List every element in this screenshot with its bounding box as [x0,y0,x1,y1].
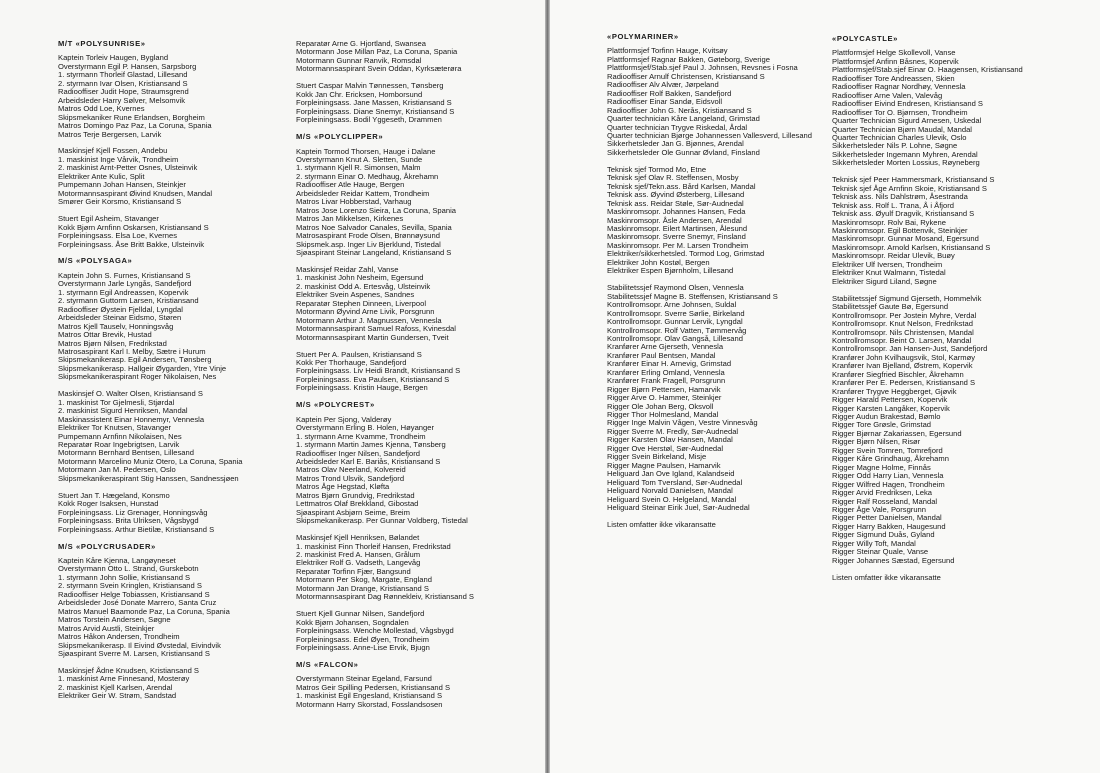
crew-member-line: Matros Geir Spilling Pedersen, Kristiansand S [296,682,451,692]
crew-member-line: Smører Geir Korsmo, Kristiansand S [58,197,182,207]
crew-member-line: Maskinromsopr. Sverre Snemyr, Finsland [607,232,746,242]
crew-member-line: Kokk Bjørn Arnfinn Oskarsen, Kristiansand S [58,222,209,232]
crew-member-line: Motormann Marcelino Muniz Otero, La Coruna, Spania [58,456,243,466]
crew-member-line: Rigger Bjørn Pettersen, Hamarvik [607,384,721,394]
list-footnote: Listen omfatter ikke vikaransatte [607,519,716,529]
crew-section [58,40,242,249]
crew-member-line: Rigger Ole Johan Berg, Oksvoll [607,401,714,411]
crew-section [296,401,474,652]
crew-member-line: Forpleiningsass. Arthur Bietilæ, Kristiansand S [58,524,215,534]
vessel-heading: M/S «POLYCLIPPER» [296,132,384,142]
crew-section [296,133,474,393]
crew-member-line: Rigger Åge Vale, Porsgrunn [832,505,926,515]
crew-member-line: Plattformsjef Torfinn Hauge, Kvitsøy [607,46,728,56]
crew-member-line: 1. styrmann Martin James Kjenna, Tønsberg [296,440,446,450]
crew-member-line: Teknisk sjef Olav R. Steffensen, Mosby [607,173,739,183]
crew-member-line: Maskinsjef Kjell Henriksen, Bølandet [296,533,420,543]
crew-member-line: Teknisk ass. Rolf L. Trana, Å i Åfjord [832,200,954,210]
crew-member-line: Sjøaspirant Steinar Langeland, Kristiansand S [296,247,452,257]
crew-group [58,492,242,534]
crew-member-line: Forpleiningsass. Edel Øyen, Trondheim [296,634,429,644]
crew-member-line: Elektriker Geir W. Strøm, Sandstad [58,691,177,701]
crew-member-line: Matros Jan Mikkelsen, Kirkenes [296,214,404,224]
crew-group [58,667,242,701]
crew-member-line: 2. maskinist Kjell Karlsen, Arendal [58,682,173,692]
crew-member-line: Elektriker John Kostøl, Bergen [607,257,710,267]
crew-member-line: 1. styrmann John Sollie, Kristiansand S [58,572,191,582]
crew-member-line: Forpleiningsass. Wenche Mollestad, Vågsbygd [296,626,454,636]
crew-member-line: 1. styrmann Egil Andreassen, Kopervik [58,287,189,297]
crew-member-line: Kaptein Kåre Kjenna, Langøyneset [58,556,176,566]
crew-member-line: Radiooffiser Tore Andreassen, Skien [832,73,955,83]
crew-member-line: Kokk Jan Chr. Ericksen, Homborsund [296,89,423,99]
crew-group [296,534,474,602]
crew-member-line: Stabilitetssjef Gaute Bø, Egersund [832,302,949,312]
crew-member-line: Rigger Steinar Quale, Vanse [832,547,929,557]
crew-member-line: Motormann Per Skog, Margate, England [296,575,432,585]
crew-member-line: Kontrollromsopr. Arne Johnsen, Suldal [607,300,737,310]
crew-member-line: Motormannsaspirant Dag Rønnekleiv, Kristiansand S [296,592,474,602]
crew-member-line: 2. styrmann Guttorm Larsen, Kristiansand [58,296,199,306]
crew-member-line: Kaptein Per Sjong, Valderøy [296,414,392,424]
crew-member-line: Radiooffiser Øystein Fjelldal, Lyngdal [58,304,183,314]
crew-member-line: Arbeidsleder Karl E. Bariås, Kristiansand S [296,456,441,466]
crew-member-line: Overstyrmann Jarle Lyngås, Sandefjord [58,279,192,289]
crew-member-line: Forpleiningsass. Liz Grenager, Honningsvåg [58,507,208,517]
crew-member-line: Maskinromsopr. Reidar Ulevik, Buøy [832,251,955,261]
crew-group [832,176,1023,286]
crew-member-line: Motormann Gunnar Ranvik, Romsdal [296,55,422,65]
crew-group [58,147,242,206]
crew-group [832,295,1023,566]
crew-member-line: Sikkerhetsleder Jan G. Bjønnes, Arendal [607,139,744,149]
crew-group [607,166,812,276]
crew-member-line: Rigger Willy Toft, Mandal [832,538,916,548]
crew-member-line: Elektriker Ante Kulic, Split [58,171,145,181]
crew-member-line: Reparatør Stephen Dinneen, Liverpool [296,298,427,308]
crew-member-line: Radiooffiser Atle Hauge, Bergen [296,180,405,190]
crew-member-line: Rigger Tore Grøsle, Grimstad [832,420,932,430]
crew-member-line: Kontrollromsopr. Nils Christensen, Mandal [832,327,974,337]
crew-member-line: Rigger Inge Malvin Vågen, Vestre Vinnesvåg [607,418,758,428]
crew-member-line: Matros Arvid Austli, Steinkjer [58,623,155,633]
crew-member-line: 2. maskinist Fred A. Hansen, Grålum [296,550,421,560]
crew-member-line: Rigger Wilfred Hagen, Trondheim [832,479,945,489]
crew-group [607,284,812,512]
crew-member-line: Kontrollromsopr. Gunnar Lervik, Lyngdal [607,317,743,327]
crew-member-line: Kontrollromsopr. Knut Nelson, Fredrikstad [832,319,973,329]
vessel-heading: M/S «POLYSAGA» [58,256,133,266]
crew-member-line: 2. maskinist Odd A. Ertesvåg, Ulsteinvik [296,281,431,291]
crew-member-line: Stuert Kjell Gunnar Nilsen, Sandefjord [296,609,425,619]
crew-member-line: Maskinromsopr. Johannes Hansen, Feda [607,207,746,217]
crew-member-line: Skipsmekanikerasp. Il Eivind Øvstedal, Eivindvik [58,640,221,650]
crew-member-line: Skipsmekanikerasp. Per Gunnar Voldberg, Tistedal [296,516,468,526]
crew-member-line: Quarter technician Trygve Riskedal, Årdal [607,122,748,132]
crew-member-line: Elektriker Sigurd Liland, Søgne [832,276,937,286]
column-4 [832,35,1023,591]
crew-member-line: 1. styrmann Arne Kvamme, Trondheim [296,431,426,441]
crew-member-line: Skipsmekaniker Rune Erlandsen, Borgheim [58,112,205,122]
crew-member-line: Motormannsaspirant Øivind Knudsen, Mandal [58,188,213,198]
crew-member-line: Kaptein John S. Furnes, Kristiansand S [58,270,191,280]
crew-member-line: Plattformsjef/Stab.sjef Einar O. Haagensen, Kristiansand [832,65,1023,75]
crew-member-line: Motormann Harry Skorstad, Fosslandsosen [296,699,443,709]
crew-member-line: Forpleiningsass. Bodil Yggeseth, Drammen [296,115,442,125]
crew-member-line: Maskinsjef O. Walter Olsen, Kristiansand S [58,389,203,399]
crew-member-line: Matrosaspirant Karl I. Melby, Sætre i Hurum [58,347,206,356]
crew-member-line: Stuert Caspar Malvin Tønnessen, Tønsberg [296,81,444,91]
crew-group [58,54,242,139]
crew-member-line: Matros Noe Salvador Canales, Sevilla, Spania [296,222,452,232]
crew-member-line: Overstyrmann Erling B. Holen, Høyanger [296,423,435,433]
crew-member-line: Rigger Harry Bakken, Haugesund [832,521,946,531]
crew-member-line: Pumpemann Arnfinn Nikolaisen, Nes [58,431,182,441]
vessel-heading: «POLYMARINER» [607,32,679,41]
crew-member-line: Matros Bjørn Grundvig, Fredrikstad [296,490,415,500]
crew-member-line: Elektriker/sikkerhetsled. Tormod Log, Grimstad [607,249,765,259]
crew-member-line: Forpleiningsass. Åse Britt Bakke, Ulsteinvik [58,239,205,249]
crew-member-line: Rigger Petter Danielsen, Mandal [832,513,942,523]
crew-member-line: 1. maskinist John Nesheim, Egersund [296,273,424,283]
crew-member-line: Stabilitetssjef Sigmund Gjerseth, Hommelvik [832,293,982,303]
crew-member-line: Kranfører Frank Fragell, Porsgrunn [607,376,726,386]
crew-member-line: Sikkerhetsleder Ingemann Myhren, Arendal [832,149,978,159]
crew-member-line: Rigger Magne Holme, Finnås [832,462,931,472]
crew-member-line: Quarter Technician Bjørn Maudal, Mandal [832,124,972,134]
crew-member-line: Skipsmekanikeraspirant Stig Hanssen, Sandnessjøen [58,473,239,483]
crew-member-line: Motormann Bernhard Bentsen, Lillesand [58,448,194,458]
crew-member-line: Radiooffiser Arne Valen, Valevåg [832,90,943,100]
crew-member-line: Reparatør Arne G. Hjortland, Swansea [296,39,426,48]
crew-member-line: Sikkerhetsleder Ole Gunnar Øvland, Finsland [607,147,760,157]
crew-member-line: Skipsmekanikerasp. Egil Andersen, Tønsberg [58,355,212,365]
crew-member-line: Maskinromsopr. Åsle Andersen, Arendal [607,215,742,225]
crew-member-line: Sjøaspirant Sverre M. Larsen, Kristiansand S [58,649,210,658]
crew-section [58,257,242,534]
crew-member-line: 1. maskinist Inge Vårvik, Trondheim [58,154,179,164]
crew-member-line: 1. maskinist Arne Finnesand, Mosterøy [58,674,190,684]
crew-member-line: Overstyrmann Egil P. Hansen, Sarpsborg [58,61,197,71]
crew-member-line: Maskinromsopr. Eilert Martinsen, Ålesund [607,224,748,234]
crew-member-line: Matros Ottar Brevik, Hustad [58,330,152,340]
crew-member-line: Elektriker Ulf Iversen, Trondheim [832,259,943,269]
crew-member-line: Kranfører Arne Gjerseth, Vennesla [607,342,724,352]
crew-member-line: Elektriker Tor Knutsen, Stavanger [58,423,171,433]
crew-member-line: Maskinsjef Kjell Fossen, Andebu [58,146,168,156]
crew-member-line: Heliguard Norvald Danielsen, Mandal [607,486,733,496]
crew-section [832,35,1023,582]
crew-member-line: 1. maskinist Tor Gjelmesli, Stjørdal [58,397,175,407]
crew-member-line: Motormannsaspirant Svein Oddan, Kyrksæterøra [296,64,462,74]
crew-member-line: Forpleiningsass. Anne-Lise Ervik, Bjugn [296,643,430,653]
crew-member-line: Arbeidsleder José Donate Marrero, Santa Cruz [58,598,217,608]
crew-member-line: Teknisk sjef Peer Hammersmark, Kristiansand S [832,175,995,185]
crew-member-line: Rigger Johannes Sæstad, Egersund [832,555,955,565]
crew-member-line: Quarter Technician Charles Ulevik, Oslo [832,132,967,142]
crew-member-line: Rigger Svein Birkeland, Misje [607,452,707,462]
crew-member-line: Elektriker Knut Walmann, Tistedal [832,268,946,278]
crew-group [58,390,242,483]
crew-member-line: Sjøaspirant Asbjørn Seime, Breim [296,507,410,517]
crew-member-line: Overstyrmann Steinar Egeland, Farsund [296,674,432,684]
crew-member-line: Teknisk ass. Øyvind Østerberg, Lillesand [607,190,745,200]
crew-member-line: Rigger Odd Harry Lian, Vennesla [832,471,944,481]
crew-member-line: Radiooffiser Einar Sandø, Eidsvoll [607,97,723,107]
crew-member-line: Radiooffiser Helge Tobiassen, Kristiansand S [58,589,210,599]
crew-member-line: Quarter technician Kåre Langeland, Grimstad [607,114,760,124]
crew-member-line: Plattformsjef Anfinn Båsnes, Kopervik [832,56,959,66]
crew-member-line: Rigger Ove Herstøl, Sør-Audnedal [607,443,724,453]
crew-member-line: Motormannsaspirant Samuel Rafoss, Kvinesdal [296,324,456,334]
crew-member-line: Stabilitetssjef Magne B. Steffensen, Kristiansand S [607,291,778,301]
crew-member-line: Stuert Egil Asheim, Stavanger [58,214,159,224]
crew-member-line: Kaptein Tormod Thorsen, Hauge i Dalane [296,146,436,156]
crew-member-line: Plattformsjef/Stab.sjef Paul J. Johnsen, Revsnes i Fosna [607,63,798,73]
crew-member-line: 2. styrmann Einar O. Medhaug, Åkrehamn [296,171,439,181]
crew-member-line: Motormannsaspirant Martin Gundersen, Tveit [296,332,449,342]
crew-member-line: Arbeidsleder Reidar Kattem, Trondheim [296,188,430,198]
crew-member-line: Reparatør Torfinn Fjær, Bangsund [296,566,411,576]
crew-member-line: Motormann Jan M. Pedersen, Oslo [58,465,176,475]
crew-group [58,557,242,658]
crew-member-line: Radiooffiser John G. Nerås, Kristiansand S [607,105,752,115]
crew-section [58,543,242,701]
vessel-heading: M/T «POLYSUNRISE» [58,39,146,48]
crew-group [296,82,474,124]
crew-group [296,416,474,526]
crew-member-line: Skipsmek.asp. Inger Liv Bjerklund, Tistedal [296,239,441,249]
crew-member-line: Skipsmekanikeraspirant Roger Nikolaisen, Nes [58,372,217,382]
column-2 [296,40,474,718]
crew-member-line: Kontrollromsopr. Olav Gangså, Lillesand [607,333,743,343]
crew-member-line: Motormann Øyvind Arne Livik, Porsgrunn [296,307,435,317]
crew-member-line: Heliguard Jan Ove Igland, Kalandseid [607,469,735,479]
crew-member-line: Quarter technician Bjørge Johannessen Vallesverd, Lillesand [607,130,813,140]
crew-member-line: 1. styrmann Thorleif Glastad, Lillesand [58,70,188,80]
crew-member-line: Rigger Arve O. Hammer, Steinkjer [607,393,722,403]
crew-member-line: Matros Kjell Tauselv, Honningsvåg [58,321,174,331]
crew-member-line: Radiooffiser Arnulf Christensen, Kristiansand S [607,71,765,81]
crew-group [296,675,474,709]
crew-member-line: Rigger Karsten Olav Hansen, Mandal [607,435,733,445]
crew-member-line: 1. styrmann Kjell R. Simonsen, Malm [296,163,421,173]
crew-member-line: Kokk Bjørn Johansen, Sogndalen [296,617,409,627]
crew-member-line: Kokk Per Thorhauge, Sandefjord [296,357,407,367]
crew-member-line: Rigger Bjørn Nilsen, Risør [832,437,921,447]
crew-member-line: Teknisk sjef Tormod Mo, Etne [607,164,707,174]
crew-group [832,49,1023,167]
crew-member-line: Maskinassistent Einar Honnemyr, Vennesla [58,414,205,424]
crew-member-line: Rigger Bjørnar Zakariassen, Egersund [832,428,962,438]
crew-member-line: Kranfører Trygve Heggberget, Gjøvik [832,386,957,396]
crew-member-line: Kontrollromsopr. Jan Hansen-Just, Sandefjord [832,344,988,354]
crew-member-line: Radiooffiser Eivind Endresen, Kristiansand S [832,99,983,109]
crew-member-line: 2. styrmann Svein Kringlen, Kristiansand S [58,581,202,591]
crew-member-line: Kranfører Paul Bentsen, Mandal [607,350,716,360]
crew-member-line: Matros Håkon Andersen, Trondheim [58,632,180,642]
crew-member-line: Matros Torstein Andersen, Søgne [58,615,171,625]
crew-member-line: Rigger Kåre Grindhaug, Åkrehamn [832,454,949,464]
crew-member-line: Arbeidsleder Harry Sølver, Melsomvik [58,95,186,105]
crew-member-line: Elektriker Rolf G. Vadseth, Langevåg [296,558,421,568]
crew-member-line: Stuert Per A. Paulsen, Kristiansand S [296,349,422,359]
crew-member-line: Teknisk ass. Nils Dahlstrøm, Åsestranda [832,192,968,202]
crew-member-line: Maskinromsopr. Arnold Karlsen, Kristiansand S [832,242,991,252]
crew-member-line: Rigger Sverre M. Fredly, Sør-Audnedal [607,426,739,436]
crew-group [58,215,242,249]
crew-member-line: Rigger Karsten Langåker, Kopervik [832,403,950,413]
crew-member-line: Kranfører Ivan Bjelland, Østrem, Kopervik [832,361,973,371]
crew-group [58,272,242,382]
crew-member-line: Rigger Thor Holmesland, Mandal [607,410,719,420]
crew-member-line: Rigger Svein Tomren, Tomrefjord [832,445,943,455]
crew-member-line: Forpleiningsass. Jane Massen, Kristiansand S [296,98,452,108]
crew-member-line: Stuert Jan T. Hægeland, Konsmo [58,490,170,500]
crew-member-line: Matros Livar Hobberstad, Varhaug [296,197,412,207]
crew-member-line: Teknisk sjef/Tekn.ass. Bård Karlsen, Mandal [607,181,756,191]
crew-member-line: Motormann Jose Millan Paz, La Coruna, Spania [296,47,458,57]
crew-member-line: Quarter Technician Sigurd Arnesen, Uskedal [832,116,982,126]
crew-group [296,610,474,652]
vessel-heading: M/S «FALCON» [296,660,359,669]
crew-member-line: Forpleiningsass. Liv Heidi Brandt, Kristiansand S [296,366,461,376]
crew-member-line: Radiooffiser Judit Hope, Straumsgrend [58,87,189,97]
crew-member-line: Kranfører Erling Omland, Vennesla [607,367,725,377]
crew-member-line: Forpleiningsass. Kristin Hauge, Bergen [296,383,428,393]
column-1 [58,40,242,709]
crew-member-line: Sikkerhetsleder Morten Lossius, Røyneberg [832,158,980,168]
crew-member-line: Kontrollromsopr. Rolf Vatten, Tømmervåg [607,325,747,335]
crew-member-line: Forpleiningsass. Eva Paulsen, Kristiansand S [296,374,450,384]
crew-section [296,661,474,709]
crew-member-line: Motormann Jan Drange, Kristiansand S [296,583,429,593]
crew-member-line: Maskinsjef Reidar Zahl, Vanse [296,264,399,274]
crew-group [296,351,474,393]
crew-member-line: Matrosaspirant Frode Olsen, Brønnøysund [296,231,440,241]
crew-member-line: Teknisk ass. Øyulf Dragvik, Kristiansand S [832,209,975,219]
crew-member-line: Rigger Ralf Rosseland, Mandal [832,496,938,506]
crew-member-line: Stabilitetssjef Raymond Olsen, Vennesla [607,283,744,293]
crew-member-line: Maskinromsopr. Per M. Larsen Trondheim [607,240,749,250]
crew-member-line: Kontrollromsopr. Sverre Sørlie, Birkeland [607,308,745,318]
crew-member-line: Heliguard Steinar Eirik Juel, Sør-Audnedal [607,503,750,513]
crew-member-line: 2. styrmann Ivar Olsen, Kristiansand S [58,78,188,88]
crew-member-line: Radiooffiser Alv Alvær, Jørpeland [607,80,719,90]
crew-member-line: 1. maskinist Egil Engesland, Kristiansand S [296,691,443,701]
crew-member-line: Maskinromsopr. Egil Bottenvik, Steinkjer [832,226,968,236]
crew-member-line: Rigger Arvid Fredriksen, Leka [832,488,933,498]
crew-member-line: Matros Trond Ulsvik, Sandefjord [296,473,405,483]
crew-member-line: Rigger Harald Pettersen, Kopervik [832,395,948,405]
crew-member-line: Radiooffiser Inger Nilsen, Sandefjord [296,448,420,458]
crew-group [296,266,474,342]
crew-member-line: Radiooffiser Rolf Bakken, Sandefjord [607,88,732,98]
crew-member-line: Forpleiningsass. Brita Ulriksen, Vågsbygd [58,516,199,526]
crew-member-line: Lettmatros Olaf Brekkland, Gibostad [296,499,419,509]
crew-member-line: Arbeidsleder Steinar Eidsmo, Støren [58,313,182,323]
vessel-heading: «POLYCASTLE» [832,34,898,43]
left-page [0,0,545,773]
crew-member-line: Teknisk ass. Reidar Støle, Sør-Audnedal [607,198,744,208]
crew-member-line: Radiooffiser Tor O. Bjørnsen, Trondheim [832,107,968,117]
crew-member-line: Heliguard Tom Tversland, Sør-Audnedal [607,477,743,487]
crew-member-line: Overstyrmann Knut A. Sletten, Sunde [296,154,423,164]
crew-member-line: Matros Åge Hegstad, Kløfta [296,482,390,492]
crew-member-line: Elektriker Espen Bjørnholm, Lillesand [607,266,734,276]
right-page [550,0,1100,773]
crew-member-line: Heliguard Svein O. Helgeland, Mandal [607,494,737,504]
crew-member-line: Rigger Magne Paulsen, Hamarvik [607,460,721,470]
crew-member-line: Kokk Roger Isaksen, Hunstad [58,499,159,509]
crew-member-line: Maskinromsopr. Gunnar Mosand, Egersund [832,234,979,244]
column-3 [607,33,812,538]
crew-member-line: Kranfører Siegfried Bischler, Åkrehamn [832,369,964,379]
crew-member-line: Kontrollromsopr. Beint O. Larsen, Mandal [832,335,972,345]
crew-member-line: Maskinsjef Ådne Knudsen, Kristiansand S [58,665,199,675]
crew-member-line: Matros Odd Loe, Kvernes [58,104,145,114]
crew-group [296,40,474,74]
crew-member-line: Matros Jose Lorenzo Sieira, La Coruna, Spania [296,205,456,215]
crew-section [607,33,812,529]
crew-member-line: Teknisk sjef Åge Arnfinn Skoie, Kristiansand S [832,183,987,193]
crew-member-line: Kranfører Einar H. Arnevig, Grimstad [607,359,732,369]
crew-member-line: Matros Olav Neerland, Kolvereid [296,465,406,475]
crew-member-line: 2. maskinist Sigurd Henriksen, Mandal [58,406,188,416]
crew-member-line: Plattformsjef Ragnar Bakken, Gøteborg, Sverige [607,54,770,64]
crew-member-line: Rigger Audun Brakestad, Bømlo [832,412,941,422]
crew-member-line: Matros Domingo Paz Paz, La Coruna, Spania [58,121,212,131]
crew-member-line: Sikkerhetsleder Nils P. Lohne, Søgne [832,141,958,151]
crew-member-line: Forpleiningsass. Elsa Loe, Kvernes [58,231,178,241]
crew-member-line: Elektriker Svein Aspenes, Sandnes [296,290,415,300]
crew-member-line: 1. maskinist Finn Thorleif Hansen, Fredrikstad [296,541,451,551]
crew-member-line: Radiooffiser Ragnar Nordhøy, Vennesla [832,82,966,92]
crew-member-line: Kontrollromsopr. Per Jostein Myhre, Verdal [832,310,977,320]
crew-member-line: Skipsmekanikerasp. Hallgeir Øygarden, Ytre Vinje [58,363,227,373]
crew-member-line: Plattformsjef Helge Skollevoll, Vanse [832,48,956,58]
crew-group [296,148,474,258]
crew-member-line: Matros Bjørn Nilsen, Fredrikstad [58,338,167,348]
crew-member-line: Kaptein Torleiv Haugen, Bygland [58,53,169,63]
crew-member-line: Reparatør Roar Ingebrigtsen, Larvik [58,440,180,450]
crew-member-line: Motormann Arthur J. Magnussen, Vennesla [296,315,442,325]
crew-member-line: Rigger Sigmund Duås, Gyland [832,530,935,540]
vessel-heading: M/S «POLYCRUSADER» [58,541,156,551]
crew-member-line: 2. maskinist Arnt-Petter Osnes, Ulsteinvik [58,163,198,173]
crew-group [607,47,812,157]
crew-member-line: Matros Manuel Baamonde Paz, La Coruna, Spania [58,606,230,616]
crew-member-line: Kranfører Per E. Pedersen, Kristiansand S [832,378,976,388]
crew-member-line: Kranfører John Kvilhaugsvik, Stol, Karmøy [832,352,976,362]
vessel-heading: M/S «POLYCREST» [296,400,375,410]
crew-section [296,40,474,125]
crew-member-line: Forpleiningsass. Diane Snemyr, Kristiansand S [296,106,455,116]
crew-member-line: Overstyrmann Otto L. Strand, Gurskebotn [58,564,199,574]
list-footnote: Listen omfatter ikke vikaransatte [832,572,941,582]
crew-member-line: Maskinromsopr. Rolv Bai, Rykene [832,217,946,227]
crew-member-line: Pumpemann Johan Hansen, Steinkjer [58,180,186,190]
crew-member-line: Matros Terje Bergersen, Larvik [58,129,162,139]
